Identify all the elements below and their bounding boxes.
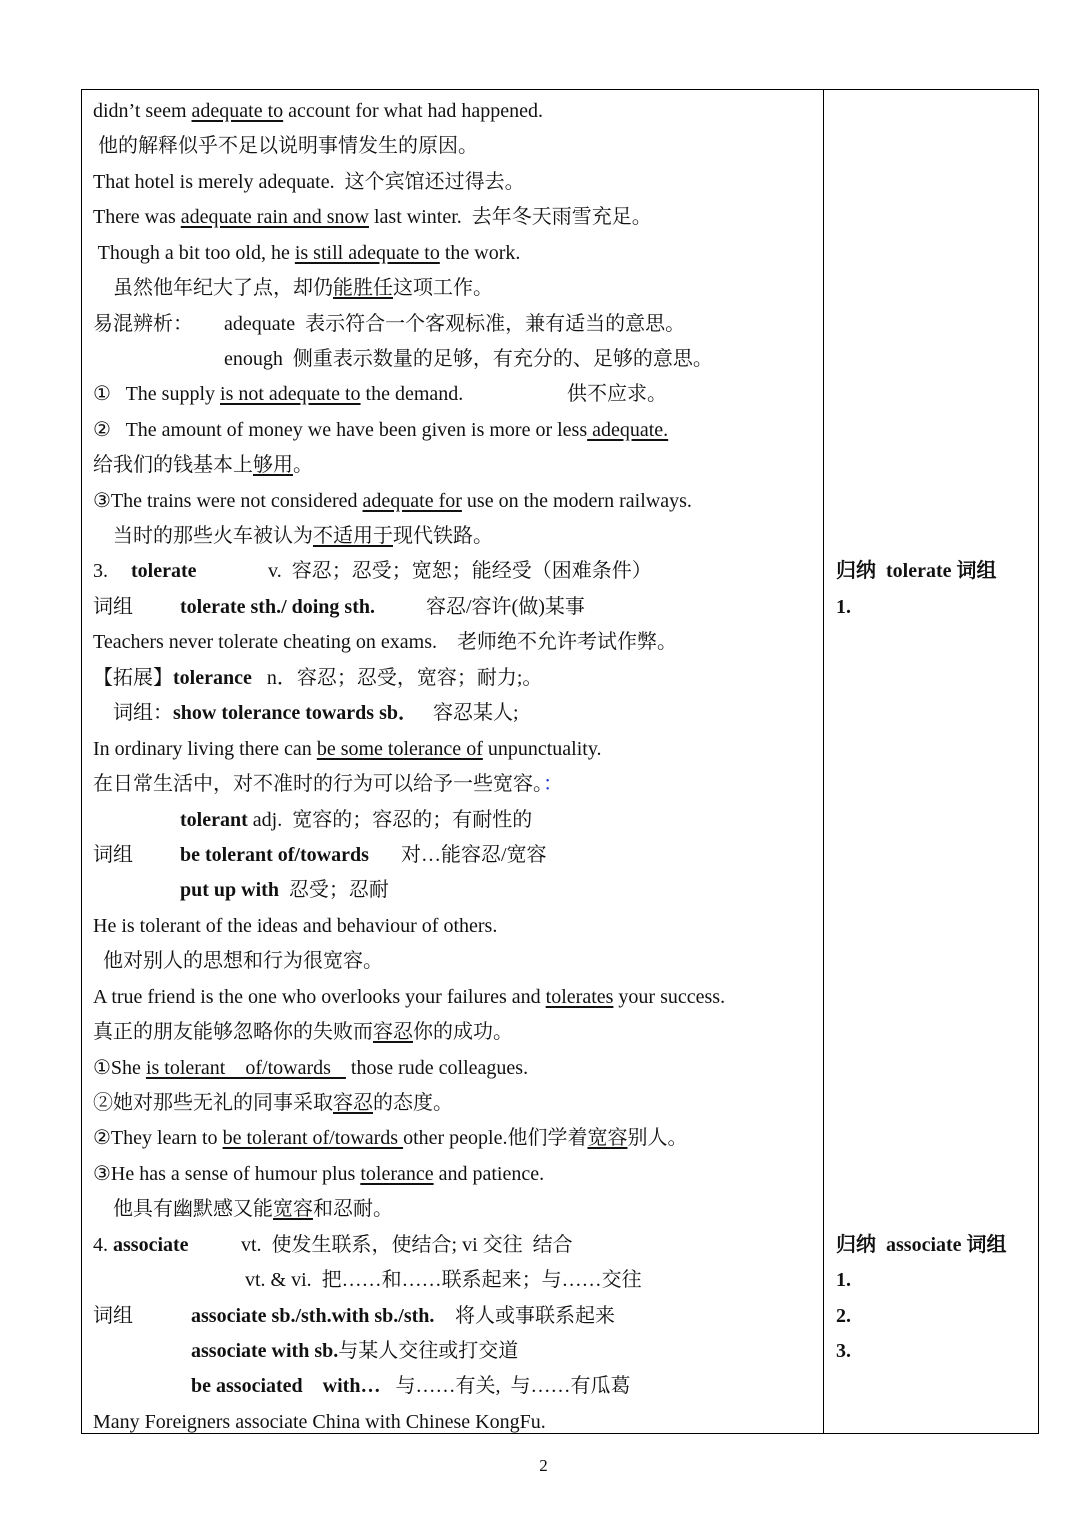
text-line: ②她对那些无礼的同事采取容忍的态度。 [93, 1092, 453, 1114]
text-line: 他的解释似乎不足以说明事情发生的原因。 [93, 135, 478, 157]
text-line: 易混辨析： adequate 表示符合一个客观标准，兼有适当的意思。 [93, 313, 686, 335]
page-number: 2 [539, 1456, 548, 1475]
text-line: 词组 associate sb./sth.with sb./sth. 将人或事联系起来 [93, 1305, 615, 1327]
text-line: 词组 tolerate sth./ doing sth. 容忍/容许(做)某事 [93, 596, 585, 618]
text-line: Many Foreigners associate China with Chinese KongFu. [93, 1411, 546, 1433]
text-line: 虽然他年纪大了点，却仍能胜任这项工作。 [93, 277, 493, 299]
text-line: vt. & vi. 把……和……联系起来；与……交往 [245, 1269, 642, 1291]
summary-item: 1. [836, 596, 851, 618]
text-line: ③He has a sense of humour plus tolerance and patience. [93, 1163, 545, 1185]
text-line: 给我们的钱基本上够用。 [93, 454, 313, 476]
text-line: That hotel is merely adequate. 这个宾馆还过得去。 [93, 171, 525, 193]
column-divider [823, 90, 824, 1433]
text-line: 他具有幽默感又能宽容和忍耐。 [93, 1198, 393, 1220]
text-line: Teachers never tolerate cheating on exams. 老师绝不允许考试作弊。 [93, 631, 677, 653]
text-line: 3. tolerate v. 容忍；忍受；宽恕；能经受（困难条件） [93, 560, 652, 582]
text-line: didn’t seem adequate to account for what had happened. [93, 100, 544, 122]
text-line: associate with sb.与某人交往或打交道 [191, 1340, 519, 1362]
summary-item: 2. [836, 1305, 851, 1327]
text-line: ① The supply is not adequate to the demand. 供不应求。 [93, 383, 667, 405]
summary-heading: 归纳 tolerate 词组 [836, 560, 997, 582]
text-line: In ordinary living there can be some tolerance of unpunctuality. [93, 738, 602, 760]
text-line: ② The amount of money we have been given is more or less adequate. [93, 419, 669, 441]
text-line: ③The trains were not considered adequate for use on the modern railways. [93, 490, 692, 512]
text-line: put up with 忍受；忍耐 [180, 879, 389, 901]
summary-item: 3. [836, 1340, 851, 1362]
text-line: 真正的朋友能够忽略你的失败而容忍你的成功。 [93, 1021, 513, 1043]
text-line: 当时的那些火车被认为不适用于现代铁路。 [93, 525, 493, 547]
text-line: 词组 be tolerant of/towards 对…能容忍/宽容 [93, 844, 547, 866]
text-line: He is tolerant of the ideas and behaviour of others. [93, 915, 498, 937]
text-line: A true friend is the one who overlooks your failures and tolerates your success. [93, 986, 726, 1008]
text-line: 【拓展】tolerance n．容忍；忍受，宽容；耐力;。 [93, 667, 543, 689]
summary-item: 1. [836, 1269, 851, 1291]
summary-heading: 归纳 associate 词组 [836, 1234, 1007, 1256]
text-line: 4. associate vt. 使发生联系，使结合; vi 交往 结合 [93, 1234, 573, 1256]
text-line: 在日常生活中，对不准时的行为可以给予一些宽容。： [93, 773, 563, 795]
text-line: Though a bit too old, he is still adequate to the work. [93, 242, 521, 264]
text-line: 他对别人的思想和行为很宽容。 [93, 950, 383, 972]
text-line: tolerant adj. 宽容的；容忍的；有耐性的 [180, 809, 533, 831]
text-line: ②They learn to be tolerant of/towards other people.他们学着宽容别人。 [93, 1127, 688, 1149]
text-line: ①She is tolerant of/towards those rude colleagues. [93, 1057, 529, 1079]
text-line: 词组：show tolerance towards sb． 容忍某人; [93, 702, 519, 724]
text-line: be associated with… 与……有关, 与……有瓜葛 [191, 1375, 631, 1397]
text-line: There was adequate rain and snow last winter. 去年冬天雨雪充足。 [93, 206, 652, 228]
text-line: enough 侧重表示数量的足够，有充分的、足够的意思。 [224, 348, 713, 370]
